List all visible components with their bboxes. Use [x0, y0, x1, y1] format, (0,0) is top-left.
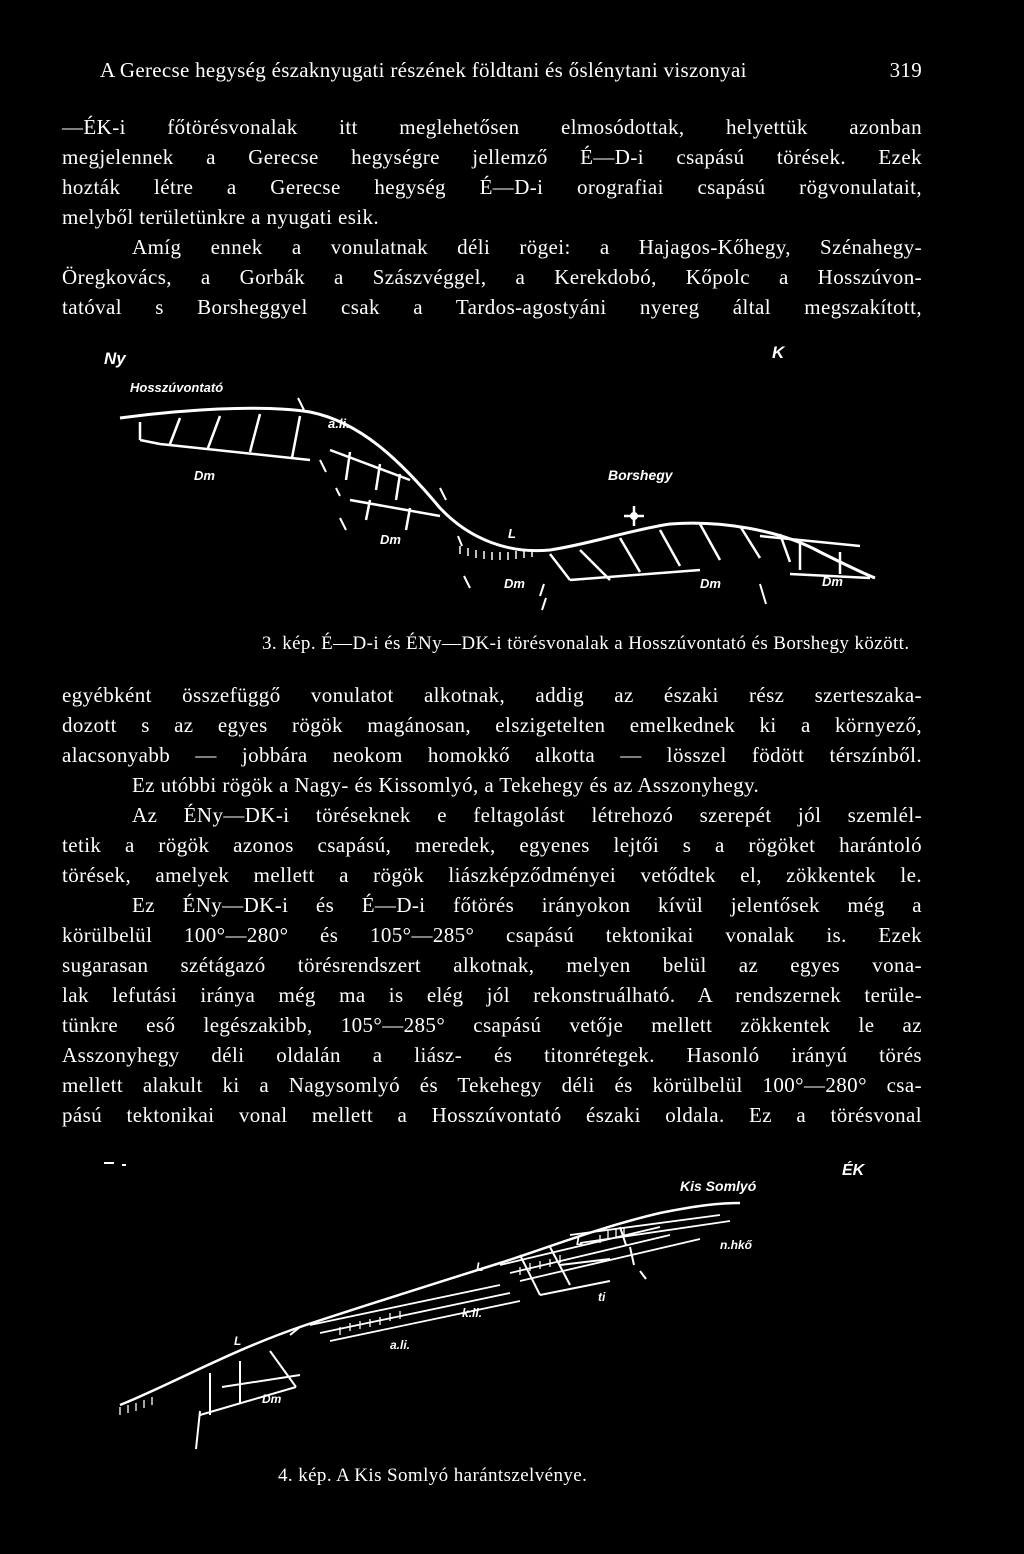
- running-title: A Gerecse hegység északnyugati részének földtani és őslénytani viszonyai: [100, 58, 747, 82]
- text-line: Az ÉNy—DK-i töréseknek e feltagolást létrehozó szerepét jól szemlél-: [132, 803, 922, 827]
- text-line: tatóval s Borsheggyel csak a Tardos-agostyáni nyereg által megszakított,: [62, 295, 922, 319]
- label-nhko: n.hkő: [720, 1238, 752, 1252]
- bedding-blocks: [140, 414, 870, 580]
- text-line: Asszonyhegy déli oldalán a liász- és titonrétegek. Hasonló irányú törés: [62, 1043, 922, 1067]
- label-ali: a.li.: [390, 1338, 411, 1352]
- label-kli: k.li.: [462, 1306, 483, 1320]
- text-line: megjelennek a Gerecse hegységre jellemző É—D-i csapású törések. Ezek: [62, 145, 922, 169]
- block-lines: [196, 1227, 646, 1449]
- label-east: K: [772, 343, 785, 362]
- text-line: Amíg ennek a vonulatnak déli rögei: a Hajagos-Kőhegy, Szénahegy-: [132, 235, 922, 259]
- limestone-hatching: [460, 546, 532, 560]
- text-line: körülbelül 100°—280° és 105°—285° csapású tektonikai vonalak is. Ezek: [62, 923, 922, 947]
- text-line: —ÉK-i főtörésvonalak itt meglehetősen elmosódottak, helyettük azonban: [62, 115, 922, 139]
- label-l-2: L: [476, 1260, 484, 1274]
- text-line: Ez utóbbi rögök a Nagy- és Kissomlyó, a Tekehegy és az Asszonyhegy.: [132, 773, 760, 797]
- dash-marks: [104, 1163, 126, 1165]
- terrain-profile: [120, 408, 875, 578]
- summit-dot: [630, 512, 638, 520]
- page-number: 319: [889, 58, 922, 82]
- text-line: hozták létre a Gerecse hegység É—D-i orografiai csapású rögvonulatait,: [62, 175, 922, 199]
- label-borshegy: Borshegy: [608, 467, 673, 483]
- figure-3-caption: 3. kép. É—D-i és ÉNy—DK-i törésvonalak a Hosszúvontató és Borshegy között.: [262, 633, 910, 654]
- label-l-3: L: [234, 1334, 242, 1348]
- text-line: dozott s az egyes rögök magánosan, elszigetelten emelkednek ki a környező,: [62, 713, 922, 737]
- label-ali: a.li.: [328, 416, 350, 431]
- paragraph-2: [62, 680, 922, 1130]
- running-header: [100, 58, 922, 83]
- text-line: Öregkovács, a Gorbák a Szászvéggel, a Kerekdobó, Kőpolc a Hosszúvon-: [62, 265, 922, 289]
- label-dm-5: Dm: [822, 574, 843, 589]
- text-line: tetik a rögök azonos csapású, meredek, egyenes lejtői s a rögöket harántoló: [62, 833, 922, 857]
- label-kis-somlyo: Kis Somlyó: [680, 1178, 757, 1194]
- label-dm-1: Dm: [194, 468, 215, 483]
- figure-4-cross-section: [100, 1155, 890, 1455]
- text-line: alacsonyabb — jobbára neokom homokkő alkotta — lösszel födött térszínből.: [62, 743, 922, 767]
- text-line: pású tektonikai vonal mellett a Hosszúvontató északi oldala. Ez a törésvonal: [62, 1103, 922, 1127]
- label-dm-3: Dm: [504, 576, 525, 591]
- label-l: L: [508, 526, 516, 541]
- limestone-hatching: [120, 1227, 624, 1415]
- text-line: lak lefutási iránya még ma is elég jól rekonstruálható. A rendszernek terüle-: [62, 983, 922, 1007]
- paragraph-1: [62, 112, 922, 322]
- label-dm-4: Dm: [700, 576, 721, 591]
- label-west: Ny: [104, 349, 126, 368]
- label-dm-2: Dm: [380, 532, 401, 547]
- figure-3-cross-section: [100, 340, 890, 620]
- text-line: egyébként összefüggő vonulatot alkotnak, addig az északi rész szerteszaka-: [62, 683, 922, 707]
- text-line: törések, amelyek mellett a rögök liászképződményei vetődtek el, zökkentek le.: [62, 863, 922, 887]
- text-line: melyből területünkre a nyugati esik.: [62, 205, 380, 229]
- text-line: mellett alakult ki a Nagysomlyó és Tekehegy déli és körülbelül 100°—280° csa-: [62, 1073, 922, 1097]
- text-line: sugarasan szétágazó törésrendszert alkotnak, melyen belül az egyes vona-: [62, 953, 922, 977]
- label-hosszuvontato: Hosszúvontató: [130, 380, 224, 395]
- strata-layers: [310, 1215, 730, 1341]
- figure-4-caption: 4. kép. A Kis Somlyó harántszelvénye.: [278, 1465, 588, 1486]
- text-line: tünkre eső legészakibb, 105°—285° csapású vetője mellett zökkentek le az: [62, 1013, 922, 1037]
- label-dm: Dm: [262, 1392, 282, 1406]
- text-line: Ez ÉNy—DK-i és É—D-i főtörés irányokon kívül jelentősek még a: [132, 893, 922, 917]
- label-ti: ti: [598, 1290, 606, 1304]
- label-l-1: L: [576, 1234, 584, 1248]
- label-ek: ÉK: [842, 1162, 865, 1179]
